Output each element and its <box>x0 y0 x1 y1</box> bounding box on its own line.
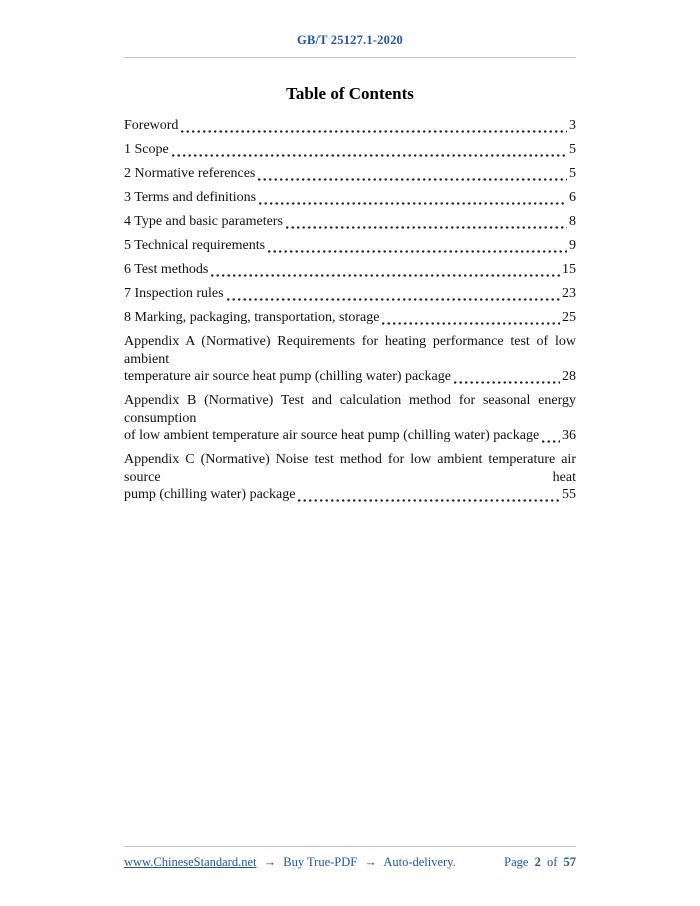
footer-delivery-text: Auto-delivery. <box>383 855 456 869</box>
toc-leader-dots <box>227 298 560 301</box>
toc-entry-label: 6 Test methods <box>124 262 209 277</box>
header-divider <box>124 57 576 58</box>
toc-entry[interactable] <box>124 392 576 445</box>
toc-entry-label: 4 Type and basic parameters <box>124 214 283 229</box>
page-title: Table of Contents <box>286 84 414 103</box>
toc-leader-dots <box>259 202 567 205</box>
toc-entry[interactable] <box>124 141 576 159</box>
toc-entry-page: 55 <box>562 487 576 502</box>
footer-arrow-icon: → <box>263 855 277 869</box>
toc-leader-dots <box>172 154 567 157</box>
toc-entry-lastline <box>124 213 576 231</box>
toc-entry-lastline <box>124 309 576 327</box>
footer-current-page: 2 <box>534 855 541 869</box>
toc-leader-dots <box>286 226 567 229</box>
toc-leader-dots <box>542 440 560 443</box>
toc-entry-page: 5 <box>569 142 576 157</box>
toc-entry-page: 28 <box>562 369 576 384</box>
footer-arrow-icon: → <box>364 855 377 869</box>
toc-entry[interactable] <box>124 237 576 255</box>
toc-leader-dots <box>382 322 560 325</box>
toc-entry-page: 8 <box>569 214 576 229</box>
toc-entry-label-line: Appendix C (Normative) Noise test method for low ambient temperature air source heat <box>124 452 576 485</box>
toc-entry-page: 5 <box>569 166 576 181</box>
toc-entry[interactable] <box>124 309 576 327</box>
toc-entry-lastline <box>124 141 576 159</box>
toc-entry-label: pump (chilling water) package <box>124 487 296 502</box>
footer-website-link[interactable]: www.ChineseStandard.net <box>124 855 257 869</box>
toc-entry[interactable] <box>124 261 576 279</box>
toc-entry-page: 15 <box>562 262 576 277</box>
toc-entry-lastline <box>124 237 576 255</box>
toc-entry[interactable] <box>124 213 576 231</box>
toc-entry-label: temperature air source heat pump (chilling water) package <box>124 369 451 384</box>
toc-entry-label: 2 Normative references <box>124 166 256 181</box>
toc-leader-dots <box>298 499 560 502</box>
toc-entry-lastline <box>124 261 576 279</box>
document-number: GB/T 25127.1-2020 <box>297 33 403 47</box>
toc-entry-lastline <box>124 427 576 445</box>
toc-entry-lastline <box>124 165 576 183</box>
toc-entry-label: 8 Marking, packaging, transportation, storage <box>124 310 380 325</box>
toc-entry-label: 5 Technical requirements <box>124 238 266 253</box>
toc-entry-label: 7 Inspection rules <box>124 286 224 301</box>
footer-of-word: of <box>546 855 558 869</box>
toc-entry-page: 9 <box>569 238 576 253</box>
footer-left <box>124 855 460 870</box>
footer-total-pages: 57 <box>563 855 576 869</box>
footer-page-word: Page <box>504 855 529 869</box>
toc-entry-page: 25 <box>562 310 576 325</box>
toc-leader-dots <box>181 130 567 133</box>
toc-entry-page: 3 <box>569 118 576 133</box>
footer-buy-text: Buy True-PDF <box>283 855 358 869</box>
toc-entry-lastline <box>124 117 576 135</box>
toc-entry-label-line: Appendix A (Normative) Requirements for heating performance test of low ambient <box>124 334 576 367</box>
toc-entry-label: Foreword <box>124 118 179 133</box>
toc-entry-page: 23 <box>562 286 576 301</box>
toc-leader-dots <box>258 178 567 181</box>
toc-leader-dots <box>454 381 560 384</box>
toc-entry-lastline <box>124 368 576 386</box>
page-footer <box>124 846 576 870</box>
toc-entry[interactable] <box>124 189 576 207</box>
toc-entry-label: of low ambient temperature air source heat pump (chilling water) package <box>124 428 540 443</box>
toc-entry-lastline <box>124 486 576 504</box>
toc-entry-lastline <box>124 285 576 303</box>
toc-entry-label: 3 Terms and definitions <box>124 190 257 205</box>
toc-entry[interactable] <box>124 285 576 303</box>
toc-entry[interactable] <box>124 451 576 504</box>
toc-entry-page: 6 <box>569 190 576 205</box>
toc-entry[interactable] <box>124 333 576 386</box>
toc-entry-label-line: Appendix B (Normative) Test and calculation method for seasonal energy consumption <box>124 393 576 426</box>
toc-entry[interactable] <box>124 117 576 135</box>
toc-entry[interactable] <box>124 165 576 183</box>
toc-leader-dots <box>268 250 567 253</box>
footer-page-indicator <box>501 855 576 870</box>
toc-entry-lastline <box>124 189 576 207</box>
toc-entry-label: 1 Scope <box>124 142 169 157</box>
toc-entry-page: 36 <box>562 428 576 443</box>
toc-leader-dots <box>211 274 560 277</box>
table-of-contents <box>124 117 576 510</box>
